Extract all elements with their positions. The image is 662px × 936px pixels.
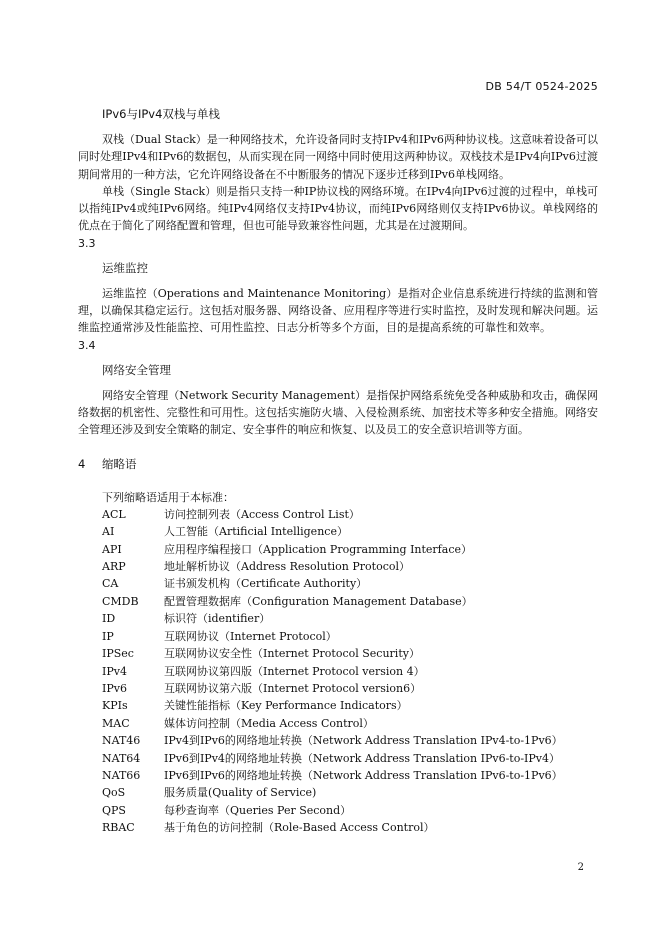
dual-stack-paragraph-2: 单栈（Single Stack）则是指只支持一种IP协议栈的网络环境。在IPv4向IPv6过渡的过程中，单栈可以指纯IPv4或纯IPv6网络。纯IPv4网络仅支持IPv4协议，而纯IPv6网络则仅支持IPv6协议。单栈网络的优点在于简化了网络配置和管理，但也可能导致兼容性问题，尤其是在过渡期间。 <box>78 184 598 233</box>
abbreviation-term: NAT46 <box>102 734 141 748</box>
abbreviation-definition: IPv4到IPv6的网络地址转换（Network Address Translation IPv4-to-1Pv6） <box>164 734 563 748</box>
abbreviation-definition: 基于角色的访问控制（Role-Based Access Control） <box>164 821 435 835</box>
section-4-title <box>78 455 598 473</box>
abbreviation-row <box>102 645 598 662</box>
abbreviation-term: ID <box>102 612 116 626</box>
abbreviation-definition: 地址解析协议（Address Resolution Protocol） <box>164 560 411 574</box>
abbreviation-term: NAT64 <box>102 751 141 765</box>
abbreviation-row <box>102 715 598 732</box>
abbreviation-row <box>102 523 598 540</box>
abbreviation-term: KPIs <box>102 699 128 713</box>
abbreviation-row <box>102 697 598 714</box>
abbreviation-term: QPS <box>102 803 126 817</box>
section-3-4-paragraph: 网络安全管理（Network Security Management）是指保护网络系统免受各种威胁和攻击，确保网络数据的机密性、完整性和可用性。这包括实施防火墙、入侵检测系统、加密技术等多种安全措施。网络安全管理还涉及到安全策略的制定、安全事件的响应和恢复、以及员工的安全意识培训等方面。 <box>78 388 598 437</box>
abbreviation-term: RBAC <box>102 821 135 835</box>
abbreviation-row <box>102 767 598 784</box>
abbreviation-row <box>102 802 598 819</box>
abbreviation-row <box>102 750 598 767</box>
abbreviation-term: MAC <box>102 716 130 730</box>
abbreviation-row <box>102 541 598 558</box>
abbreviation-row <box>102 628 598 645</box>
abbreviation-term: AI <box>102 525 115 539</box>
abbreviation-term: IPSec <box>102 647 134 661</box>
abbreviation-definition: 互联网协议第四版（Internet Protocol version 4） <box>164 664 425 678</box>
abbreviation-definition: 标识符（identifier） <box>164 612 271 626</box>
abbreviation-list <box>78 506 598 837</box>
abbreviation-definition: 配置管理数据库（Configuration Management Database） <box>164 594 473 608</box>
abbreviation-definition: 人工智能（Artificial Intelligence） <box>164 525 348 539</box>
abbreviation-term: CMDB <box>102 594 139 608</box>
abbreviation-row <box>102 610 598 627</box>
section-4-heading: 缩略语 <box>102 456 137 471</box>
section-3-3-number: 3.3 <box>78 236 96 250</box>
abbreviation-definition: 访问控制列表（Access Control List） <box>164 507 360 521</box>
abbreviation-definition: 互联网协议安全性（Internet Protocol Security） <box>164 647 420 661</box>
abbreviation-row <box>102 663 598 680</box>
abbreviation-row <box>102 558 598 575</box>
abbreviation-definition: 关键性能指标（Key Performance Indicators） <box>164 699 408 713</box>
page-content <box>78 106 598 837</box>
dual-stack-heading: IPv6与IPv4双栈与单栈 <box>102 107 220 121</box>
abbreviation-definition: 服务质量(Quality of Service) <box>164 786 317 800</box>
section-3-4-heading: 网络安全管理 <box>102 362 171 377</box>
abbreviation-row <box>102 819 598 836</box>
abbreviation-term: ACL <box>102 507 126 521</box>
abbreviation-term: API <box>102 542 122 556</box>
abbreviation-term: IP <box>102 629 114 643</box>
abbreviation-term: IPv6 <box>102 681 127 695</box>
abbreviation-definition: 媒体访问控制（Media Access Control） <box>164 716 374 730</box>
abbreviation-definition: 互联网协议（Internet Protocol） <box>164 629 337 643</box>
dual-stack-paragraph-1: 双栈（Dual Stack）是一种网络技术，允许设备同时支持IPv4和IPv6两种协议栈。这意味着设备可以同时处理IPv4和IPv6的数据包，从而实现在同一网络中同时使用这两种协议。双栈技术是IPv4向IPv6过渡期间常用的一种方法，它允许网络设备在不中断服务的情况下逐步迁移到IPv6单栈网络。 <box>78 133 598 181</box>
section-3-3-heading: 运维监控 <box>102 260 148 275</box>
abbreviation-definition: IPv6到IPv4的网络地址转换（Network Address Translation IPv6-to-IPv4） <box>164 751 561 765</box>
abbreviation-row <box>102 593 598 610</box>
abbreviation-term: IPv4 <box>102 664 127 678</box>
abbreviation-definition: 每秒查询率（Queries Per Second） <box>164 803 352 817</box>
section-3-3-paragraph: 运维监控（Operations and Maintenance Monitoring）是指对企业信息系统进行持续的监测和管理，以确保其稳定运行。这包括对服务器、网络设备、应用程序等进行实时监控，及时发现和解决问题。运维监控通常涉及性能监控、可用性监控、日志分析等多个方面，目的是提高系统的可靠性和效率。 <box>78 286 598 335</box>
page-number: 2 <box>577 862 584 873</box>
abbreviation-term: NAT66 <box>102 768 141 782</box>
abbreviation-definition: 证书颁发机构（Certificate Authority） <box>164 577 368 591</box>
section-3-4-number: 3.4 <box>78 338 96 352</box>
section-4-number: 4 <box>78 456 86 471</box>
abbreviation-row <box>102 575 598 592</box>
abbreviation-term: CA <box>102 577 119 591</box>
abbreviation-row <box>102 680 598 697</box>
abbreviation-row <box>102 784 598 801</box>
abbreviation-intro: 下列缩略语适用于本标准： <box>102 490 234 504</box>
abbreviation-row <box>102 506 598 523</box>
abbreviation-definition: 互联网协议第六版（Internet Protocol version6） <box>164 681 422 695</box>
abbreviation-term: QoS <box>102 786 126 800</box>
abbreviation-row <box>102 732 598 749</box>
abbreviation-term: ARP <box>102 560 126 574</box>
document-code: DB 54/T 0524-2025 <box>485 80 598 93</box>
abbreviation-definition: 应用程序编程接口（Application Programming Interface） <box>164 542 472 556</box>
abbreviation-definition: IPv6到IPv6的网络地址转换（Network Address Translation IPv6-to-1Pv6） <box>164 768 563 782</box>
